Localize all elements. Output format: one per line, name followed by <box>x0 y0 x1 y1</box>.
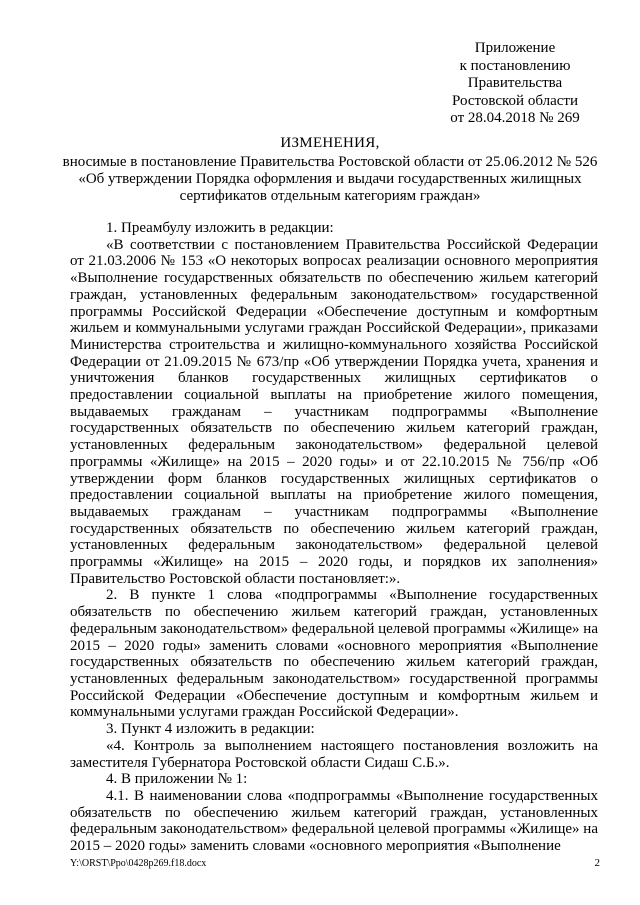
appendix-line: к постановлению <box>459 57 571 74</box>
document-body <box>70 220 598 855</box>
appendix-line: Приложение <box>474 40 556 56</box>
document-heading <box>60 135 600 205</box>
appendix-line: Ростовской области <box>452 92 578 109</box>
paragraph: «В соответствии с постановлением Правительства Российской Федерации от 21.03.2006 № 153 «О некоторых вопросах реализации основного мероприятия «Выполнение государственных обязательств по обеспечению жильем категорий граждан, установленных федеральным законодательством» государственной программы Российской Федерации «Обеспечение доступным и комфортным жильем и коммунальными услугами граждан Российской Федерации», приказами Министерства строительства и жилищно-коммунального хозяйства Российской Федерации от 21.09.2015 № 673/пр «Об утверждении Порядка учета, хранения и уничтожения бланков государственных жилищных сертификатов о предоставлении социальной выплаты на приобретение жилого помещения, выдаваемых гражданам – участникам подпрограммы «Выполнение государственных обязательств по обеспечению жильем категорий граждан, установленных федеральным законодательством» федеральной целевой программы «Жилище» на 2015 – 2020 годы» и от 22.10.2015 № 756/пр «Об утверждении форм бланков государственных жилищных сертификатов о предоставлении социальной выплаты на приобретение жилого помещения, выдаваемых гражданам – участникам подпрограммы «Выполнение государственных обязательств по обеспечению жильем категорий граждан, установленных федеральным законодательством» федеральной целевой программы «Жилище» на 2015 – 2020 годы, и порядков их заполнения» Правительство Ростовской области постановляет:». <box>70 236 598 587</box>
appendix-line: от 28.04.2018 № 269 <box>450 110 580 126</box>
appendix-line: Правительства <box>467 75 563 91</box>
paragraph: «4. Контроль за выполнением настоящего постановления возложить на заместителя Губернатора Ростовской области Сидаш С.Б.». <box>70 737 598 771</box>
paragraph: 2. В пункте 1 слова «подпрограммы «Выполнение государственных обязательств по обеспечению жильем категорий граждан, установленных федеральным законодательством» федеральной целевой программы «Жилище» на 2015 – 2020 годы» заменить словами «основного мероприятия «Выполнение государственных обязательств по обеспечению жильем категорий граждан, установленных федеральным законодательством» государственной программы Российской Федерации «Обеспечение доступным и комфортным жильем и коммунальными услугами граждан Российской Федерации». <box>70 587 598 721</box>
document-title: ИЗМЕНЕНИЯ, <box>280 135 380 151</box>
paragraph: 3. Пункт 4 изложить в редакции: <box>106 721 315 738</box>
paragraph: 1. Преамбулу изложить в редакции: <box>106 220 334 236</box>
paragraph: 4.1. В наименовании слова «подпрограммы «Выполнение государственных обязательств по обеспечению жильем категорий граждан, установленных федеральным законодательством» федеральной целевой программы «Жилище» на 2015 – 2020 годы» заменить словами «основного мероприятия «Выполнение <box>70 787 598 855</box>
appendix-block <box>430 40 600 128</box>
footer-file-path: Y:\ORST\Ppo\0428p269.f18.docx <box>70 858 207 869</box>
page-number: 2 <box>594 857 600 869</box>
paragraph: 4. В приложении № 1: <box>106 771 248 788</box>
document-subtitle: вносимые в постановление Правительства Ростовской области от 25.06.2012 № 526 «Об утверждении Порядка оформления и выдачи государственных жилищных сертификатов отдельным категориям граждан» <box>62 154 598 204</box>
